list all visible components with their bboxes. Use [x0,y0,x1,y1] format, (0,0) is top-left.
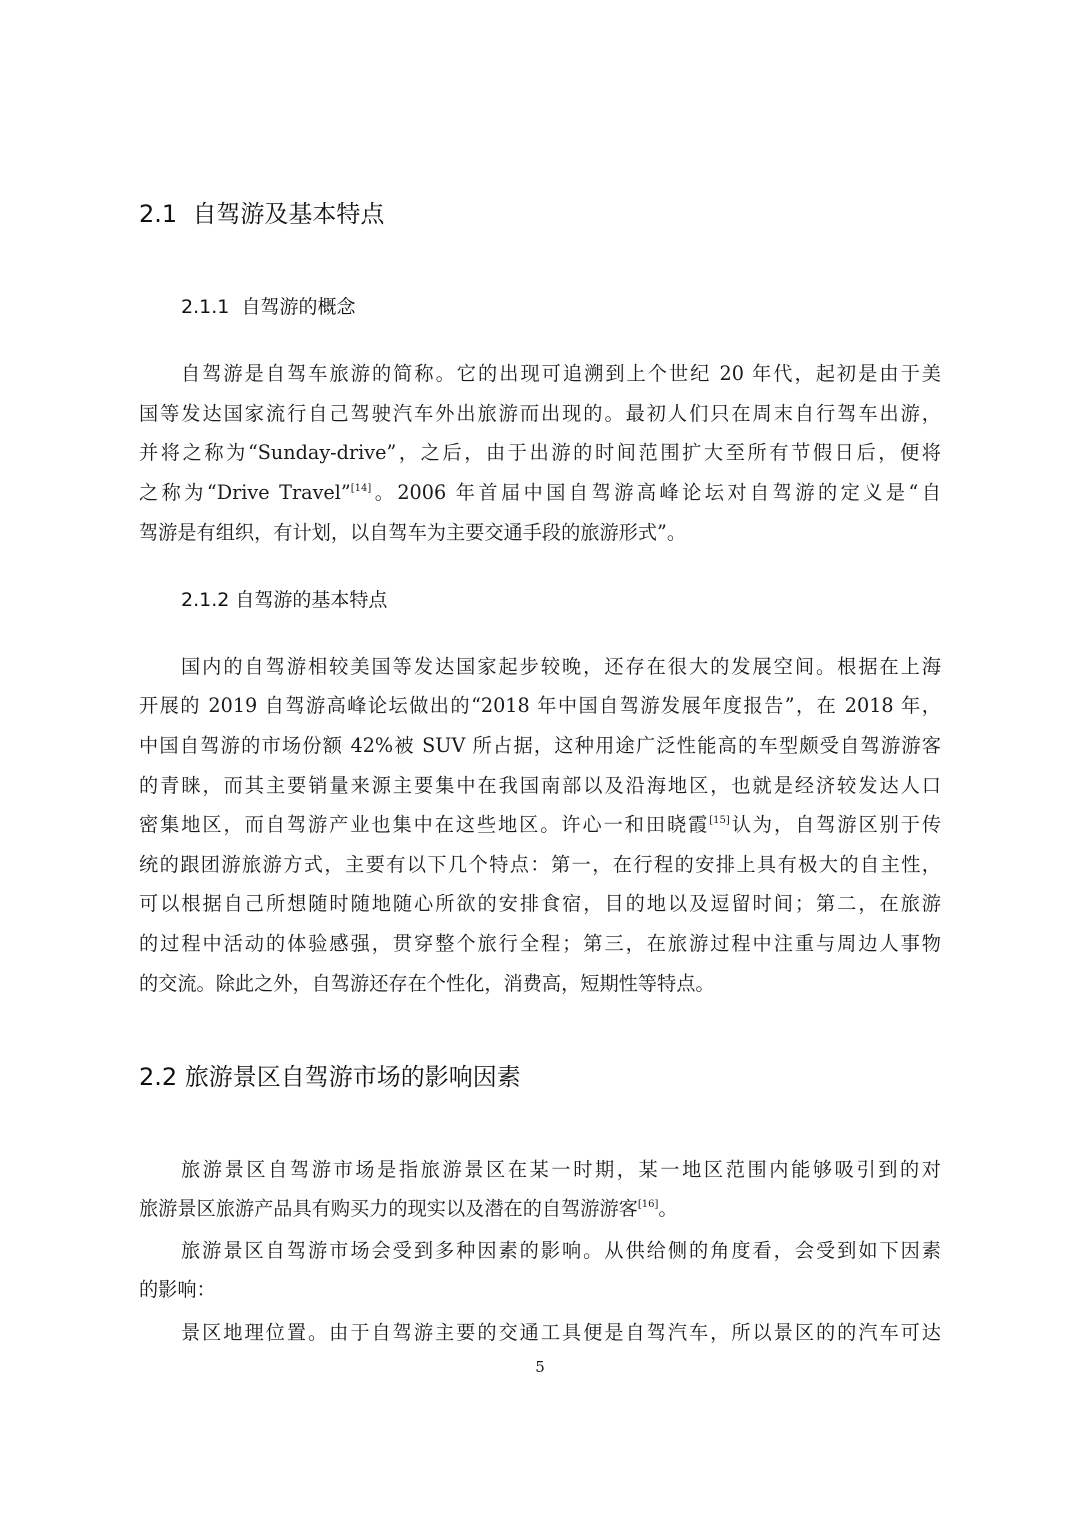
section-title: 旅游景区自驾游市场的影响因素 [184,1063,521,1091]
text-segment: 。2006 年首届中国自驾游高峰论坛对自驾游的定义是“自 [371,481,941,504]
text-line: 旅游景区自驾游市场是指旅游景区在某一时期，某一地区范围内能够吸引到的对 [181,1158,941,1181]
page-number: 5 [535,1358,545,1376]
subsection-heading-2-1-2 [181,587,387,613]
text-line: 的交流。除此之外，自驾游还存在个性化，消费高，短期性等特点。 [139,972,715,995]
subsection-number: 2.1.1 [181,296,230,318]
text-line: 统的跟团游旅游方式，主要有以下几个特点：第一，在行程的安排上具有极大的自主性， [139,853,941,876]
subsection-title: 自驾游的概念 [241,296,356,318]
citation-ref: [15] [709,815,730,826]
text-segment: 认为，自驾游区别于传 [729,813,942,836]
text-line [139,1196,941,1222]
text-line: 的青睐，而其主要销量来源主要集中在我国南部以及沿海地区，也就是经济较发达人口 [139,774,941,797]
text-line: 国等发达国家流行自己驾驶汽车外出旅游而出现的。最初人们只在周末自行驾车出游， [139,402,941,425]
section-heading-2-2 [139,1062,521,1092]
section-number: 2.2 [139,1063,178,1091]
section-heading-2-1 [139,199,384,229]
text-line: 国内的自驾游相较美国等发达国家起步较晚，还存在很大的发展空间。根据在上海 [181,655,941,678]
section-number: 2.1 [139,200,178,228]
subsection-title: 自驾游的基本特点 [235,589,388,611]
text-line: 的影响： [139,1278,216,1301]
text-line [139,812,941,838]
citation-ref: [14] [350,483,372,494]
text-line: 自驾游是自驾车旅游的简称。它的出现可追溯到上个世纪 20 年代，起初是由于美 [181,362,941,385]
subsection-number: 2.1.2 [181,589,230,611]
text-line: 可以根据自己所想随时随地随心所欲的安排食宿，目的地以及逗留时间；第二，在旅游 [139,892,941,915]
text-line: 景区地理位置。由于自驾游主要的交通工具便是自驾汽车，所以景区的的汽车可达 [181,1321,941,1344]
subsection-heading-2-1-1 [181,294,355,320]
text-segment: 之称为“Drive Travel” [139,481,351,504]
citation-ref: [16] [637,1199,659,1210]
text-line: 旅游景区自驾游市场会受到多种因素的影响。从供给侧的角度看，会受到如下因素 [181,1239,941,1262]
text-line: 并将之称为“Sunday-drive”，之后，由于出游的时间范围扩大至所有节假日后，便将 [139,441,941,464]
text-line: 的过程中活动的体验感强，贯穿整个旅行全程；第三，在旅游过程中注重与周边人事物 [139,932,941,955]
text-line: 开展的 2019 自驾游高峰论坛做出的“2018 年中国自驾游发展年度报告”，在 2018 年， [139,694,941,717]
text-segment: 旅游景区旅游产品具有购买力的现实以及潜在的自驾游游客 [139,1197,638,1220]
text-segment: 。 [658,1197,678,1220]
text-line [139,480,941,506]
text-segment: 密集地区，而自驾游产业也集中在这些地区。许心一和田晓霞 [139,813,710,836]
text-line: 驾游是有组织，有计划，以自驾车为主要交通手段的旅游形式”。 [139,521,687,544]
text-line: 中国自驾游的市场份额 42%被 SUV 所占据，这种用途广泛性能高的车型颇受自驾游游客 [139,734,941,757]
section-title: 自驾游及基本特点 [192,200,385,228]
